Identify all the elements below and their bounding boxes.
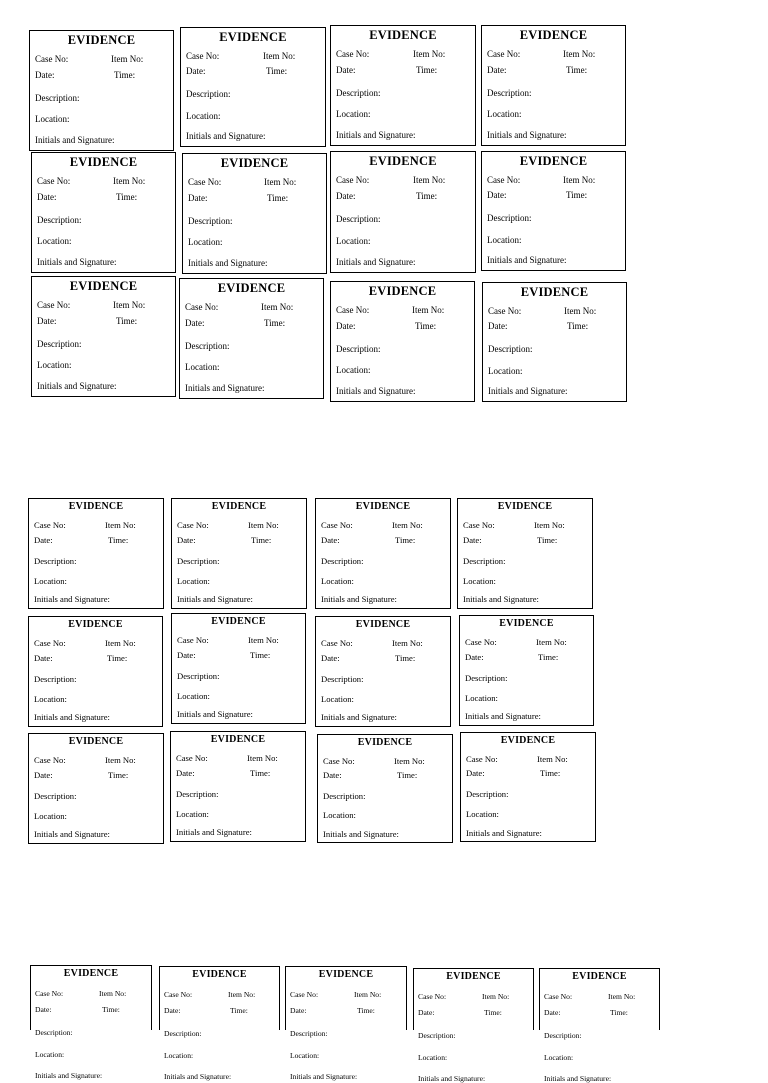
description-label: Description: — [336, 214, 381, 224]
label-title: EVIDENCE — [446, 971, 501, 982]
date-label: Date: — [35, 70, 55, 80]
time-label: Time: — [108, 535, 129, 545]
location-label: Location: — [418, 1053, 448, 1062]
case-no-label: Case No: — [336, 175, 370, 185]
initials-signature-label: Initials and Signature: — [188, 258, 268, 268]
time-label: Time: — [116, 192, 138, 202]
label-title: EVIDENCE — [520, 285, 589, 299]
time-label: Time: — [357, 1006, 375, 1015]
location-label: Location: — [164, 1051, 194, 1060]
description-label: Description: — [164, 1029, 202, 1038]
evidence-label — [330, 151, 476, 273]
initials-signature-label: Initials and Signature: — [37, 257, 117, 267]
case-no-label: Case No: — [35, 989, 64, 998]
time-label: Time: — [107, 653, 128, 663]
description-label: Description: — [336, 88, 381, 98]
evidence-label — [29, 30, 174, 151]
case-no-label: Case No: — [323, 756, 355, 766]
item-no-label: Item No: — [563, 175, 596, 185]
label-title: EVIDENCE — [219, 30, 287, 44]
initials-signature-label: Initials and Signature: — [177, 594, 253, 604]
label-title: EVIDENCE — [68, 619, 123, 630]
case-no-label: Case No: — [466, 754, 498, 764]
evidence-label — [170, 731, 306, 842]
description-label: Description: — [463, 556, 506, 566]
description-label: Description: — [176, 789, 219, 799]
item-no-label: Item No: — [482, 992, 510, 1001]
evidence-label — [159, 966, 280, 1081]
item-no-label: Item No: — [608, 992, 636, 1001]
case-no-label: Case No: — [465, 637, 497, 647]
evidence-label — [28, 733, 164, 844]
location-label: Location: — [34, 576, 67, 586]
initials-signature-label: Initials and Signature: — [176, 827, 252, 837]
label-title: EVIDENCE — [368, 284, 437, 298]
case-no-label: Case No: — [177, 520, 209, 530]
case-no-label: Case No: — [185, 302, 219, 312]
description-label: Description: — [466, 789, 509, 799]
case-no-label: Case No: — [544, 992, 573, 1001]
item-no-label: Item No: — [354, 990, 382, 999]
item-no-label: Item No: — [392, 638, 423, 648]
time-label: Time: — [250, 768, 271, 778]
date-label: Date: — [164, 1006, 181, 1015]
date-label: Date: — [177, 535, 196, 545]
item-no-label: Item No: — [105, 638, 136, 648]
initials-signature-label: Initials and Signature: — [336, 257, 416, 267]
initials-signature-label: Initials and Signature: — [336, 386, 416, 396]
item-no-label: Item No: — [264, 177, 297, 187]
case-no-label: Case No: — [34, 638, 66, 648]
label-title: EVIDENCE — [355, 501, 411, 512]
case-no-label: Case No: — [37, 300, 71, 310]
evidence-label — [481, 151, 626, 271]
evidence-label — [171, 498, 307, 609]
time-label: Time: — [251, 535, 272, 545]
description-label: Description: — [418, 1031, 456, 1040]
case-no-label: Case No: — [35, 54, 69, 64]
item-no-label: Item No: — [564, 306, 597, 316]
case-no-label: Case No: — [336, 305, 370, 315]
time-label: Time: — [397, 770, 418, 780]
case-no-label: Case No: — [488, 306, 522, 316]
label-title: EVIDENCE — [69, 279, 138, 293]
time-label: Time: — [395, 535, 416, 545]
location-label: Location: — [336, 365, 371, 375]
evidence-label — [457, 498, 593, 609]
time-label: Time: — [484, 1008, 502, 1017]
date-label: Date: — [336, 321, 356, 331]
initials-signature-label: Initials and Signature: — [290, 1072, 358, 1081]
case-no-label: Case No: — [177, 635, 209, 645]
evidence-label — [182, 153, 327, 274]
location-label: Location: — [186, 111, 221, 121]
location-label: Location: — [176, 809, 209, 819]
evidence-label — [330, 25, 476, 146]
location-label: Location: — [34, 811, 67, 821]
evidence-label — [180, 27, 326, 147]
label-title: EVIDENCE — [519, 28, 588, 42]
item-no-label: Item No: — [111, 54, 144, 64]
description-label: Description: — [177, 671, 220, 681]
item-no-label: Item No: — [113, 300, 146, 310]
initials-signature-label: Initials and Signature: — [34, 829, 110, 839]
date-label: Date: — [323, 770, 342, 780]
evidence-label — [31, 276, 176, 397]
initials-signature-label: Initials and Signature: — [544, 1074, 612, 1083]
time-label: Time: — [116, 316, 138, 326]
item-no-label: Item No: — [412, 305, 445, 315]
label-title: EVIDENCE — [355, 619, 411, 630]
location-label: Location: — [336, 236, 371, 246]
initials-signature-label: Initials and Signature: — [487, 130, 567, 140]
item-no-label: Item No: — [263, 51, 296, 61]
location-label: Location: — [35, 114, 70, 124]
time-label: Time: — [567, 321, 589, 331]
label-title: EVIDENCE — [357, 737, 413, 748]
date-label: Date: — [34, 770, 53, 780]
case-no-label: Case No: — [37, 176, 71, 186]
description-label: Description: — [487, 88, 532, 98]
evidence-label — [315, 498, 451, 609]
label-title: EVIDENCE — [318, 969, 374, 980]
case-no-label: Case No: — [188, 177, 222, 187]
location-label: Location: — [487, 109, 522, 119]
initials-signature-label: Initials and Signature: — [34, 594, 110, 604]
initials-signature-label: Initials and Signature: — [487, 255, 567, 265]
date-label: Date: — [185, 318, 205, 328]
description-label: Description: — [35, 1028, 73, 1037]
evidence-label — [315, 616, 451, 727]
case-no-label: Case No: — [487, 175, 521, 185]
item-no-label: Item No: — [105, 755, 136, 765]
time-label: Time: — [267, 193, 289, 203]
evidence-label — [31, 152, 176, 273]
initials-signature-label: Initials and Signature: — [164, 1072, 232, 1081]
date-label: Date: — [186, 66, 206, 76]
item-no-label: Item No: — [248, 520, 279, 530]
evidence-label — [28, 616, 163, 727]
description-label: Description: — [186, 89, 231, 99]
description-label: Description: — [336, 344, 381, 354]
description-label: Description: — [465, 673, 508, 683]
time-label: Time: — [114, 70, 136, 80]
case-no-label: Case No: — [321, 638, 353, 648]
location-label: Location: — [34, 694, 67, 704]
label-title: EVIDENCE — [211, 616, 266, 627]
time-label: Time: — [610, 1008, 628, 1017]
description-label: Description: — [185, 341, 230, 351]
location-label: Location: — [35, 1050, 65, 1059]
label-title: EVIDENCE — [210, 734, 266, 745]
item-no-label: Item No: — [413, 175, 446, 185]
date-label: Date: — [465, 652, 484, 662]
item-no-label: Item No: — [99, 989, 127, 998]
evidence-label — [179, 278, 324, 399]
case-no-label: Case No: — [487, 49, 521, 59]
initials-signature-label: Initials and Signature: — [418, 1074, 486, 1083]
item-no-label: Item No: — [536, 637, 567, 647]
label-title: EVIDENCE — [211, 501, 267, 512]
date-label: Date: — [35, 1005, 52, 1014]
initials-signature-label: Initials and Signature: — [177, 709, 253, 719]
description-label: Description: — [323, 791, 366, 801]
case-no-label: Case No: — [34, 755, 66, 765]
initials-signature-label: Initials and Signature: — [465, 711, 541, 721]
description-label: Description: — [488, 344, 533, 354]
date-label: Date: — [418, 1008, 435, 1017]
item-no-label: Item No: — [394, 756, 425, 766]
evidence-label — [330, 281, 475, 402]
initials-signature-label: Initials and Signature: — [336, 130, 416, 140]
label-title: EVIDENCE — [63, 968, 119, 979]
time-label: Time: — [266, 66, 288, 76]
initials-signature-label: Initials and Signature: — [466, 828, 542, 838]
initials-signature-label: Initials and Signature: — [321, 712, 397, 722]
item-no-label: Item No: — [537, 754, 568, 764]
item-no-label: Item No: — [228, 990, 256, 999]
date-label: Date: — [466, 768, 485, 778]
case-no-label: Case No: — [34, 520, 66, 530]
date-label: Date: — [177, 650, 196, 660]
date-label: Date: — [176, 768, 195, 778]
location-label: Location: — [290, 1051, 320, 1060]
initials-signature-label: Initials and Signature: — [35, 135, 115, 145]
case-no-label: Case No: — [321, 520, 353, 530]
location-label: Location: — [37, 236, 72, 246]
evidence-label — [28, 498, 164, 609]
label-title: EVIDENCE — [192, 969, 247, 980]
evidence-label — [317, 734, 453, 843]
description-label: Description: — [321, 674, 364, 684]
initials-signature-label: Initials and Signature: — [463, 594, 539, 604]
location-label: Location: — [466, 809, 499, 819]
location-label: Location: — [488, 366, 523, 376]
item-no-label: Item No: — [261, 302, 294, 312]
date-label: Date: — [34, 653, 53, 663]
time-label: Time: — [538, 652, 559, 662]
location-label: Location: — [321, 576, 354, 586]
initials-signature-label: Initials and Signature: — [185, 383, 265, 393]
initials-signature-label: Initials and Signature: — [186, 131, 266, 141]
label-title: EVIDENCE — [217, 281, 286, 295]
evidence-label — [171, 613, 306, 724]
date-label: Date: — [321, 653, 340, 663]
label-title: EVIDENCE — [499, 618, 554, 629]
date-label: Date: — [488, 321, 508, 331]
date-label: Date: — [37, 192, 57, 202]
item-no-label: Item No: — [113, 176, 146, 186]
evidence-label — [30, 965, 152, 1080]
evidence-label — [481, 25, 626, 146]
case-no-label: Case No: — [336, 49, 370, 59]
location-label: Location: — [463, 576, 496, 586]
location-label: Location: — [177, 576, 210, 586]
location-label: Location: — [321, 694, 354, 704]
case-no-label: Case No: — [290, 990, 319, 999]
description-label: Description: — [37, 215, 82, 225]
evidence-label — [413, 968, 534, 1083]
label-title: EVIDENCE — [497, 501, 553, 512]
item-no-label: Item No: — [248, 635, 279, 645]
time-label: Time: — [264, 318, 286, 328]
description-label: Description: — [34, 556, 77, 566]
initials-signature-label: Initials and Signature: — [34, 712, 110, 722]
location-label: Location: — [177, 691, 210, 701]
description-label: Description: — [35, 93, 80, 103]
location-label: Location: — [188, 237, 223, 247]
item-no-label: Item No: — [392, 520, 423, 530]
description-label: Description: — [34, 791, 77, 801]
label-title: EVIDENCE — [572, 971, 627, 982]
time-label: Time: — [102, 1005, 120, 1014]
location-label: Location: — [37, 360, 72, 370]
item-no-label: Item No: — [105, 520, 136, 530]
date-label: Date: — [290, 1006, 307, 1015]
location-label: Location: — [336, 109, 371, 119]
date-label: Date: — [34, 535, 53, 545]
label-title: EVIDENCE — [519, 154, 588, 168]
label-title: EVIDENCE — [369, 154, 437, 168]
case-no-label: Case No: — [186, 51, 220, 61]
description-label: Description: — [34, 674, 77, 684]
description-label: Description: — [544, 1031, 582, 1040]
case-no-label: Case No: — [164, 990, 193, 999]
date-label: Date: — [544, 1008, 561, 1017]
time-label: Time: — [566, 65, 588, 75]
label-title: EVIDENCE — [500, 735, 556, 746]
case-no-label: Case No: — [463, 520, 495, 530]
date-label: Date: — [336, 65, 356, 75]
date-label: Date: — [463, 535, 482, 545]
evidence-label — [482, 282, 627, 402]
item-no-label: Item No: — [413, 49, 446, 59]
date-label: Date: — [188, 193, 208, 203]
description-label: Description: — [321, 556, 364, 566]
label-title: EVIDENCE — [68, 736, 124, 747]
case-no-label: Case No: — [176, 753, 208, 763]
date-label: Date: — [336, 191, 356, 201]
date-label: Date: — [487, 65, 507, 75]
evidence-label — [285, 966, 407, 1081]
time-label: Time: — [540, 768, 561, 778]
time-label: Time: — [566, 190, 588, 200]
label-title: EVIDENCE — [67, 33, 136, 47]
time-label: Time: — [416, 65, 438, 75]
location-label: Location: — [487, 235, 522, 245]
label-title: EVIDENCE — [69, 155, 138, 169]
label-title: EVIDENCE — [220, 156, 289, 170]
location-label: Location: — [185, 362, 220, 372]
label-title: EVIDENCE — [369, 28, 437, 42]
date-label: Date: — [37, 316, 57, 326]
time-label: Time: — [415, 321, 437, 331]
evidence-label — [459, 615, 594, 726]
initials-signature-label: Initials and Signature: — [323, 829, 399, 839]
location-label: Location: — [323, 810, 356, 820]
description-label: Description: — [188, 216, 233, 226]
date-label: Date: — [487, 190, 507, 200]
item-no-label: Item No: — [247, 753, 278, 763]
case-no-label: Case No: — [418, 992, 447, 1001]
evidence-label — [460, 732, 596, 842]
description-label: Description: — [290, 1029, 328, 1038]
time-label: Time: — [395, 653, 416, 663]
label-title: EVIDENCE — [68, 501, 124, 512]
time-label: Time: — [250, 650, 271, 660]
description-label: Description: — [177, 556, 220, 566]
initials-signature-label: Initials and Signature: — [35, 1071, 103, 1080]
description-label: Description: — [487, 213, 532, 223]
initials-signature-label: Initials and Signature: — [321, 594, 397, 604]
item-no-label: Item No: — [563, 49, 596, 59]
time-label: Time: — [108, 770, 129, 780]
initials-signature-label: Initials and Signature: — [37, 381, 117, 391]
date-label: Date: — [321, 535, 340, 545]
time-label: Time: — [230, 1006, 248, 1015]
initials-signature-label: Initials and Signature: — [488, 386, 568, 396]
evidence-label — [539, 968, 660, 1083]
location-label: Location: — [465, 693, 498, 703]
description-label: Description: — [37, 339, 82, 349]
location-label: Location: — [544, 1053, 574, 1062]
item-no-label: Item No: — [534, 520, 565, 530]
time-label: Time: — [416, 191, 438, 201]
time-label: Time: — [537, 535, 558, 545]
